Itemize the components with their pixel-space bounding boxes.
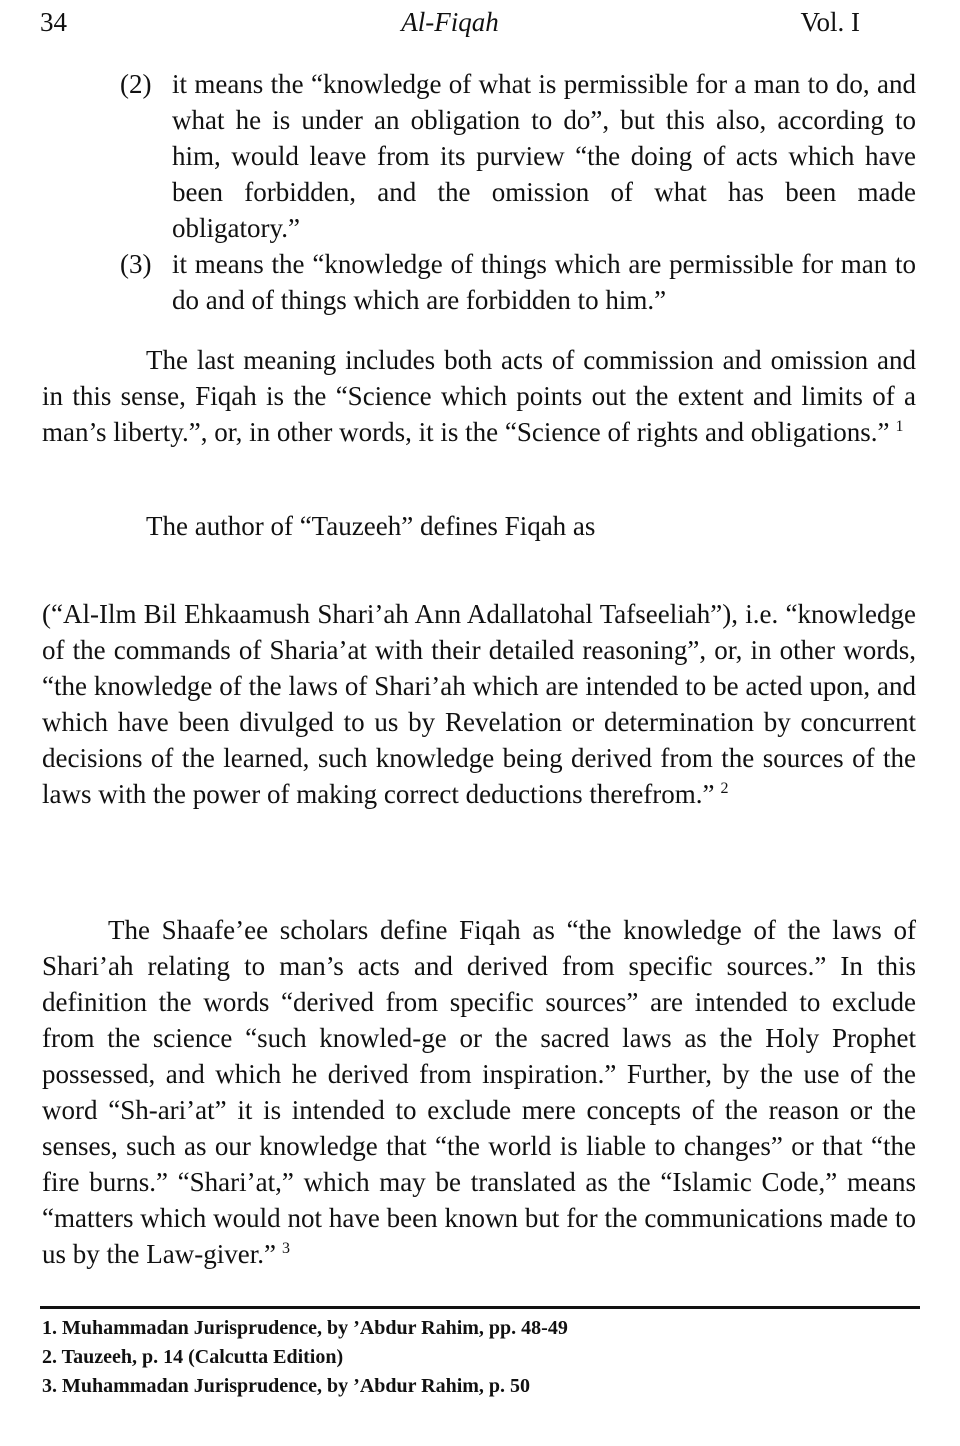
list-item xyxy=(120,246,916,318)
book-title: Al-Fiqah xyxy=(401,7,499,37)
footnote-divider xyxy=(40,1306,920,1309)
paragraph-last-meaning xyxy=(42,342,916,450)
list-item-text: it means the “knowledge of things which are permissible for man to do and of things which are forbidden to him.” xyxy=(172,249,916,315)
footnote: 1. Muhammadan Jurisprudence, by ’Abdur Rahim, pp. 48-49 xyxy=(42,1317,568,1339)
paragraph-tauzeeh xyxy=(42,508,916,544)
paragraph-text: The Shaafe’ee scholars define Fiqah as “the knowledge of the laws of Shari’ah relating to man’s acts and derived from specific sources.” In this definition the words “derived from specific sources” are intended to exclude from the science “such knowled-ge or the sacred laws as the Holy Prophet possessed, and which he derived from inspiration.” Further, by the use of the word “Sh-ari’at” it is intended to exclude mere concepts of the reason or the senses, such as our knowledge that “the world is liable to changes” or that “the fire burns.” “Shari’at,” which may be translated as the “Islamic Code,” means “matters which would not have been known but for the communications made to us by the Law-giver.” xyxy=(42,915,916,1269)
page-header xyxy=(40,4,860,40)
list-item-number: (2) xyxy=(120,69,152,99)
paragraph-text: The last meaning includes both acts of commission and omission and in this sense, Fiqah is the “Science which points out the extent and limits of a man’s liberty.”, or, in other words, it is the “Science of rights and obligations.” xyxy=(42,345,916,447)
list-item-number: (3) xyxy=(120,249,152,279)
paragraph-definition xyxy=(42,596,916,812)
paragraph-shaafee xyxy=(42,912,916,1272)
footnote-ref-3: 3 xyxy=(281,1240,290,1257)
volume-label: Vol. I xyxy=(800,7,860,37)
paragraph-text: The author of “Tauzeeh” defines Fiqah as xyxy=(146,511,596,541)
footnote: 2. Tauzeeh, p. 14 (Calcutta Edition) xyxy=(42,1346,344,1368)
footnotes xyxy=(42,1314,916,1401)
footnote-ref-1: 1 xyxy=(895,418,904,435)
footnote-ref-2: 2 xyxy=(720,780,729,797)
footnote: 3. Muhammadan Jurisprudence, by ’Abdur Rahim, p. 50 xyxy=(42,1375,531,1397)
list-item-text: it means the “knowledge of what is permissible for a man to do, and what he is under an obligation to do”, but this also, according to him, would leave from its purview “the doing of acts which have been forbidden, and the omission of what has been made obligatory.” xyxy=(172,69,916,243)
paragraph-text: (“Al-Ilm Bil Ehkaamush Shari’ah Ann Adallatohal Tafseeliah”), i.e. “knowledge of the commands of Sharia’at with their detailed reasoning”, or, in other words, “the knowledge of the laws of Shari’ah which are intended to be acted upon, and which have been divulged to us by Revelation or determination by concurrent decisions of the learned, such knowledge being derived from the sources of the laws with the power of making correct deductions therefrom.” xyxy=(42,599,916,809)
page-number: 34 xyxy=(40,7,67,37)
list-item xyxy=(120,66,916,246)
definition-list xyxy=(120,66,916,318)
